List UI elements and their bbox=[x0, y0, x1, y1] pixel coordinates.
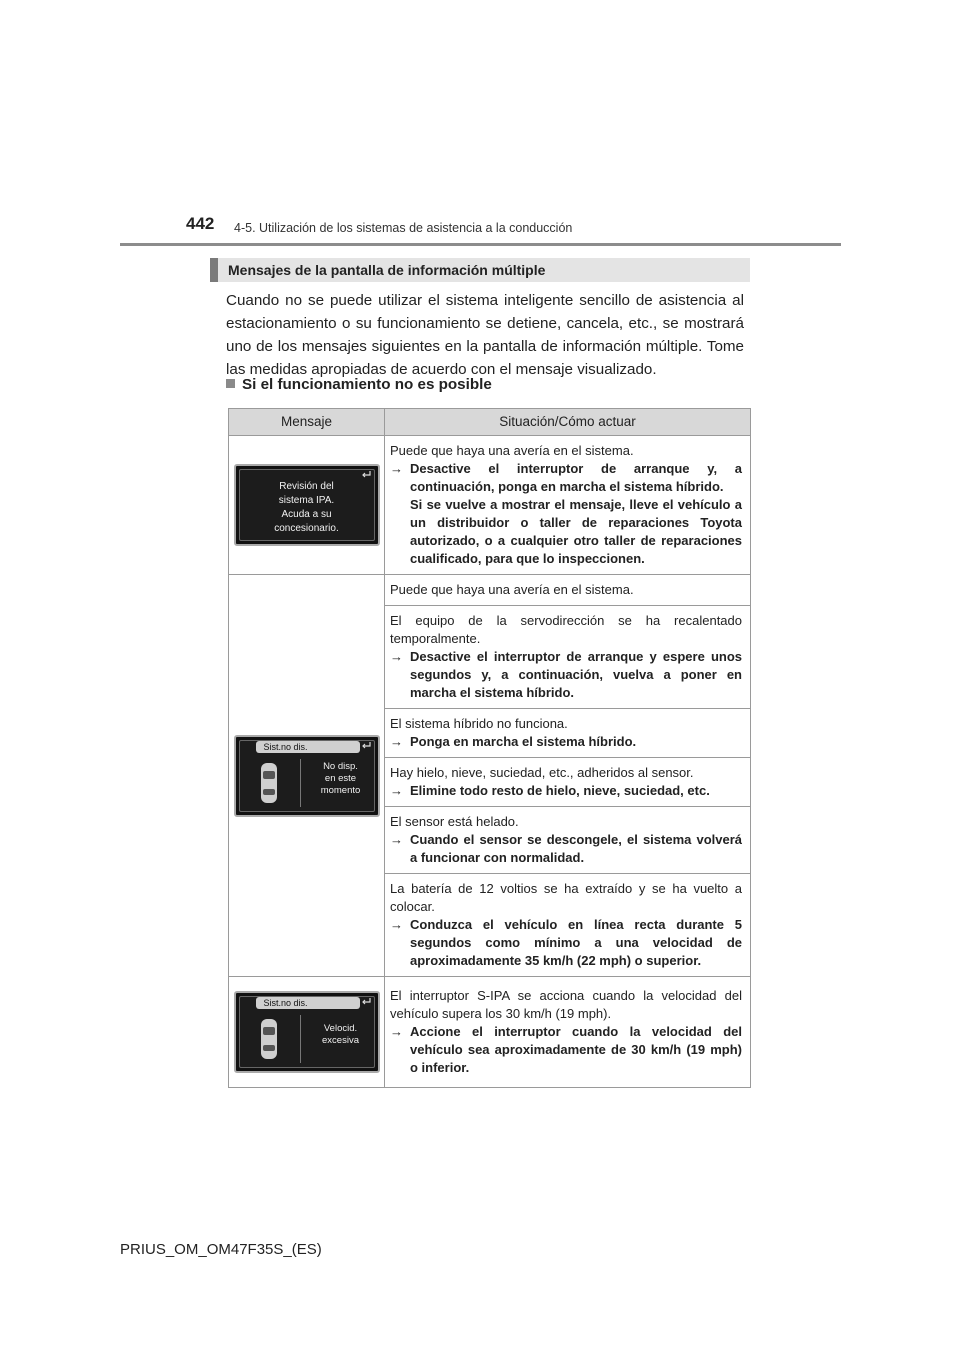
situation-text: Puede que haya una avería en el sistema. bbox=[390, 443, 634, 458]
header-rule bbox=[120, 243, 841, 246]
situation-cell bbox=[385, 436, 751, 575]
return-arrow-icon bbox=[360, 997, 372, 1007]
display-message: No disp. en este momento bbox=[320, 760, 361, 796]
situation-text: Hay hielo, nieve, suciedad, etc., adheridos al sensor. bbox=[390, 765, 694, 780]
action-item bbox=[390, 916, 742, 970]
situation-text: La batería de 12 voltios se ha extraído y se ha vuelto a colocar. bbox=[390, 881, 742, 914]
document-code: PRIUS_OM_OM47F35S_(ES) bbox=[120, 1241, 322, 1258]
status-badge: Sist.no dis. bbox=[256, 997, 360, 1009]
arrow-icon: → bbox=[390, 649, 403, 664]
situation-text: El sensor está helado. bbox=[390, 814, 519, 829]
situation-cell bbox=[385, 606, 751, 709]
action-item bbox=[390, 648, 742, 702]
situation-text: El equipo de la servodirección se ha recalentado temporalmente. bbox=[390, 613, 742, 646]
car-top-view-icon bbox=[258, 761, 280, 805]
action-text: Desactive el interruptor de arranque y, a continuación, ponga en marcha el sistema híbrido. bbox=[410, 461, 742, 494]
display-message: Velocid. excesiva bbox=[322, 1023, 359, 1046]
return-arrow-icon bbox=[360, 470, 372, 480]
action-item bbox=[390, 831, 742, 867]
excessive-speed-display bbox=[234, 991, 380, 1073]
action-text: Accione el interruptor cuando la velocidad del vehículo sea aproximadamente de 30 km/h (19 mph) o inferior. bbox=[410, 1024, 742, 1075]
situation-cell bbox=[385, 874, 751, 977]
return-arrow-icon bbox=[360, 741, 372, 751]
table-header-row bbox=[229, 409, 751, 436]
situation-cell bbox=[385, 758, 751, 807]
action-item bbox=[390, 460, 742, 568]
table-row bbox=[229, 436, 751, 575]
column-header-situation: Situación/Cómo actuar bbox=[385, 409, 751, 436]
table-row bbox=[229, 977, 751, 1088]
action-item bbox=[390, 782, 742, 800]
situation-cell bbox=[385, 807, 751, 874]
arrow-icon: → bbox=[390, 917, 403, 932]
arrow-icon: → bbox=[390, 1024, 403, 1039]
action-text: Conduzca el vehículo en línea recta durante 5 segundos como mínimo a una velocidad de aproximadamente 35 km/h (22 mph) o superior. bbox=[410, 917, 742, 968]
status-badge: Sist.no dis. bbox=[256, 741, 360, 753]
column-header-message: Mensaje bbox=[229, 409, 385, 436]
arrow-icon: → bbox=[390, 461, 403, 476]
system-unavailable-display bbox=[234, 735, 380, 817]
action-text-2: Si se vuelve a mostrar el mensaje, lleve el vehículo a un distribuidor o taller de reparaciones Toyota autorizado, o a cualquier otro taller de reparaciones cualificado, para que lo inspeccionen. bbox=[410, 497, 742, 566]
subheading-text: Si el funcionamiento no es posible bbox=[242, 376, 492, 393]
situation-cell bbox=[385, 977, 751, 1088]
arrow-icon: → bbox=[390, 734, 403, 749]
action-text: Elimine todo resto de hielo, nieve, suciedad, etc. bbox=[410, 783, 710, 798]
section-title: 4-5. Utilización de los sistemas de asistencia a la conducción bbox=[234, 221, 573, 235]
square-bullet-icon bbox=[226, 379, 235, 388]
action-text: Ponga en marcha el sistema híbrido. bbox=[410, 734, 637, 749]
situation-cell bbox=[385, 709, 751, 758]
message-image-cell bbox=[229, 977, 385, 1088]
action-text: Cuando el sensor se descongele, el sistema volverá a funcionar con normalidad. bbox=[410, 832, 742, 865]
action-item bbox=[390, 1023, 742, 1077]
situation-text: El interruptor S-IPA se acciona cuando la velocidad del vehículo supera los 30 km/h (19 mph). bbox=[390, 988, 742, 1021]
message-table bbox=[228, 408, 751, 1088]
arrow-icon: → bbox=[390, 832, 403, 847]
table-row bbox=[229, 575, 751, 606]
situation-cell bbox=[385, 575, 751, 606]
situation-text: Puede que haya una avería en el sistema. bbox=[390, 582, 634, 597]
action-text: Desactive el interruptor de arranque y espere unos segundos y, a continuación, vuelva a poner en marcha el sistema híbrido. bbox=[410, 649, 742, 700]
subheading bbox=[226, 376, 492, 393]
message-image-cell bbox=[229, 436, 385, 575]
message-image-cell bbox=[229, 575, 385, 977]
intro-paragraph: Cuando no se puede utilizar el sistema inteligente sencillo de asistencia al estacionamiento o su funcionamiento se detiene, cancela, etc., se mostrará uno de los mensajes siguientes en la pantalla de información múltiple. Tome las medidas apropiadas de acuerdo con el mensaje visualizado. bbox=[226, 292, 744, 378]
page-number: 442 bbox=[186, 214, 215, 233]
display-message: Revisión del sistema IPA. Acuda a su concesionario. bbox=[274, 481, 339, 534]
section-heading: Mensajes de la pantalla de información múltiple bbox=[210, 258, 750, 282]
car-top-view-icon bbox=[258, 1017, 280, 1061]
arrow-icon: → bbox=[390, 783, 403, 798]
action-item bbox=[390, 733, 742, 751]
ipa-check-display bbox=[234, 464, 380, 546]
situation-text: El sistema híbrido no funciona. bbox=[390, 716, 568, 731]
